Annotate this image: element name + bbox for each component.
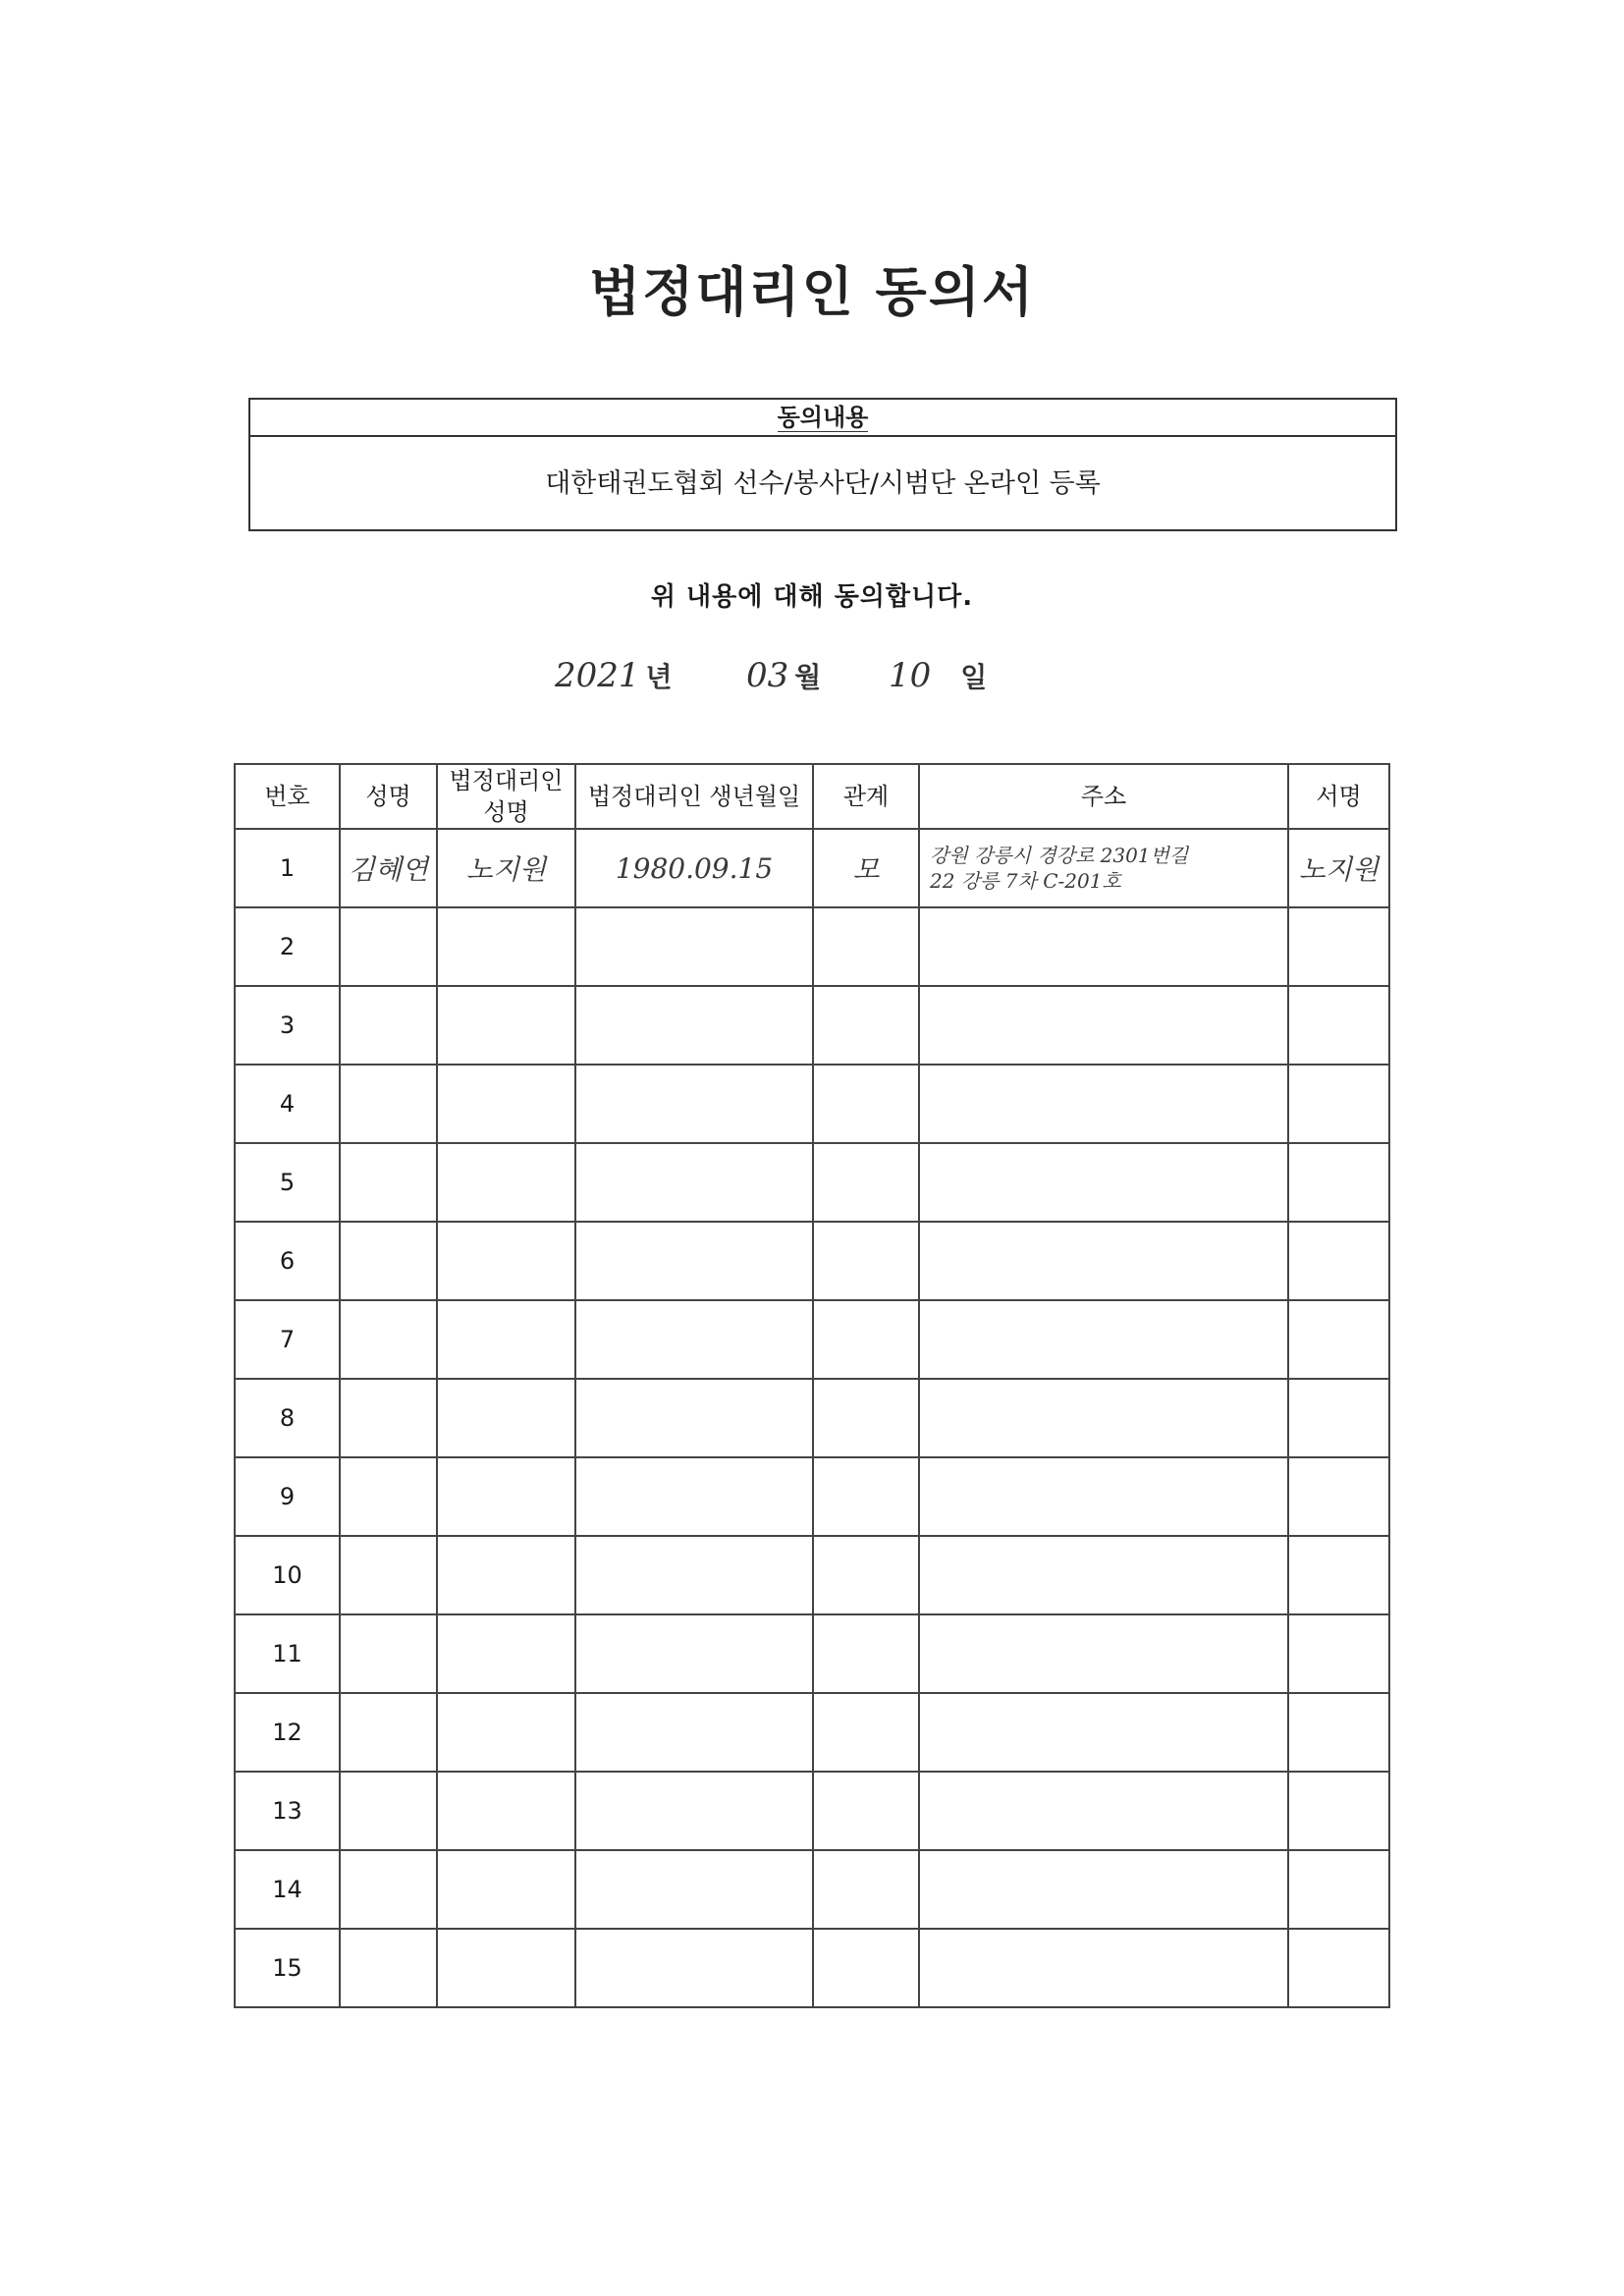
signature-cell[interactable] [1288,1693,1389,1772]
row-number: 2 [235,907,340,986]
consent-body: 대한태권도협회 선수/봉사단/시범단 온라인 등록 [545,468,1101,499]
address-cell[interactable] [919,829,1288,907]
signature-cell[interactable] [1288,1379,1389,1457]
date-year-unit: 년 [645,661,673,693]
address-cell[interactable] [919,986,1288,1065]
name-cell[interactable] [340,1693,437,1772]
date-month-group [746,656,821,695]
table-row [235,1772,1389,1850]
guardian-name-cell[interactable] [437,1143,575,1222]
address-cell[interactable] [919,1536,1288,1614]
row-number: 11 [235,1614,340,1693]
name-cell[interactable] [340,1457,437,1536]
name-cell[interactable] [340,1379,437,1457]
guardian-birth-cell[interactable] [575,1929,813,2007]
row-number: 7 [235,1300,340,1379]
signature-cell[interactable] [1288,1929,1389,2007]
guardian-table [234,763,1390,2008]
date-day[interactable]: 10 [889,656,932,695]
name-cell[interactable] [340,1222,437,1300]
guardian-name-cell[interactable] [437,986,575,1065]
row-number: 13 [235,1772,340,1850]
address-cell[interactable] [919,1457,1288,1536]
relation-cell[interactable] [813,1693,919,1772]
guardian-name-cell[interactable] [437,1693,575,1772]
date-day-group [889,656,987,695]
address-cell[interactable] [919,1222,1288,1300]
name-cell[interactable] [340,1536,437,1614]
header-relation: 관계 [813,764,919,829]
date-day-unit: 일 [960,661,988,693]
signature-cell[interactable] [1288,1614,1389,1693]
name-cell[interactable] [340,1300,437,1379]
consent-header [250,400,1395,437]
guardian-birth-cell[interactable] [575,1614,813,1693]
address-cell[interactable] [919,1300,1288,1379]
table-row [235,1379,1389,1457]
signature-cell-value: 노지원 [1298,853,1380,886]
guardian-birth-cell-value: 1980.09.15 [615,851,774,885]
table-row [235,1143,1389,1222]
header-signature: 서명 [1288,764,1389,829]
signature-cell[interactable] [1288,1850,1389,1929]
row-number: 5 [235,1143,340,1222]
table-body [235,829,1389,2007]
header-guardian-name: 법정대리인 성명 [437,764,575,829]
row-number: 15 [235,1929,340,2007]
address-line-2: 22 강릉 7차 C-201호 [930,869,1121,893]
name-cell[interactable] [340,907,437,986]
relation-cell[interactable] [813,1300,919,1379]
guardian-birth-cell[interactable] [575,1143,813,1222]
relation-cell[interactable] [813,907,919,986]
name-cell[interactable] [340,1614,437,1693]
guardian-birth-cell[interactable] [575,1850,813,1929]
signature-cell[interactable] [1288,829,1389,907]
row-number: 14 [235,1850,340,1929]
signature-cell[interactable] [1288,1143,1389,1222]
name-cell[interactable] [340,986,437,1065]
guardian-birth-cell[interactable] [575,907,813,986]
guardian-name-cell[interactable] [437,1536,575,1614]
header-guardian-birth: 법정대리인 생년월일 [575,764,813,829]
relation-cell[interactable] [813,1379,919,1457]
name-cell[interactable] [340,1143,437,1222]
guardian-name-cell-value: 노지원 [465,853,547,886]
name-cell[interactable] [340,1850,437,1929]
address-cell[interactable] [919,1693,1288,1772]
guardian-birth-cell[interactable] [575,1536,813,1614]
header-name: 성명 [340,764,437,829]
address-cell[interactable] [919,1379,1288,1457]
date-year-group [555,656,673,695]
table-row [235,986,1389,1065]
guardian-name-cell[interactable] [437,1772,575,1850]
table-header-row [235,764,1389,829]
signature-cell[interactable] [1288,1457,1389,1536]
signature-cell[interactable] [1288,1772,1389,1850]
guardian-name-cell[interactable] [437,1929,575,2007]
page-title: 법정대리인 동의서 [588,261,1036,323]
address-cell[interactable] [919,1143,1288,1222]
signature-cell[interactable] [1288,1222,1389,1300]
address-line-1: 강원 강릉시 경강로 2301번길 [930,844,1189,867]
table-row [235,1065,1389,1143]
guardian-name-cell[interactable] [437,1850,575,1929]
guardian-birth-cell[interactable] [575,1693,813,1772]
name-cell[interactable] [340,1929,437,2007]
address-cell[interactable] [919,1065,1288,1143]
row-number: 4 [235,1065,340,1143]
address-cell[interactable] [919,1614,1288,1693]
guardian-name-cell[interactable] [437,1614,575,1693]
relation-cell-value: 모 [852,853,880,886]
table-row [235,1850,1389,1929]
name-cell[interactable] [340,829,437,907]
relation-cell[interactable] [813,1614,919,1693]
row-number: 8 [235,1379,340,1457]
address-cell[interactable] [919,1772,1288,1850]
table-row [235,1693,1389,1772]
table-row [235,1614,1389,1693]
table-row [235,1536,1389,1614]
address-cell[interactable] [919,907,1288,986]
name-cell[interactable] [340,1772,437,1850]
relation-cell[interactable] [813,1850,919,1929]
row-number: 9 [235,1457,340,1536]
guardian-name-cell[interactable] [437,1379,575,1457]
address-cell[interactable] [919,1850,1288,1929]
table-row [235,1929,1389,2007]
relation-cell[interactable] [813,1065,919,1143]
guardian-birth-cell[interactable] [575,1772,813,1850]
relation-cell[interactable] [813,1143,919,1222]
table-row [235,1300,1389,1379]
guardian-name-cell[interactable] [437,829,575,907]
header-address: 주소 [919,764,1288,829]
guardian-birth-cell[interactable] [575,1379,813,1457]
relation-cell[interactable] [813,829,919,907]
relation-cell[interactable] [813,1772,919,1850]
signature-cell[interactable] [1288,986,1389,1065]
date-year[interactable]: 2021 [555,656,640,695]
signature-cell[interactable] [1288,907,1389,986]
address-cell[interactable] [919,1929,1288,2007]
guardian-name-cell[interactable] [437,1065,575,1143]
guardian-name-cell[interactable] [437,1300,575,1379]
agree-statement: 위 내용에 대해 동의합니다. [650,582,974,612]
relation-cell[interactable] [813,1929,919,2007]
relation-cell[interactable] [813,1457,919,1536]
row-number: 1 [235,829,340,907]
guardian-birth-cell[interactable] [575,1300,813,1379]
name-cell[interactable] [340,1065,437,1143]
signature-cell[interactable] [1288,1300,1389,1379]
guardian-birth-cell[interactable] [575,986,813,1065]
row-number: 6 [235,1222,340,1300]
relation-cell[interactable] [813,1536,919,1614]
signature-cell[interactable] [1288,1536,1389,1614]
name-cell-value: 김혜연 [348,853,429,886]
relation-cell[interactable] [813,986,919,1065]
table-row [235,1457,1389,1536]
row-number: 12 [235,1693,340,1772]
table-row [235,907,1389,986]
guardian-name-cell[interactable] [437,1457,575,1536]
date-month-unit: 월 [794,661,822,693]
row-number: 10 [235,1536,340,1614]
guardian-birth-cell[interactable] [575,1222,813,1300]
consent-header-label: 동의내용 [777,404,869,431]
date-month[interactable]: 03 [746,656,789,695]
signature-cell[interactable] [1288,1065,1389,1143]
guardian-birth-cell[interactable] [575,1457,813,1536]
table-row [235,829,1389,907]
relation-cell[interactable] [813,1222,919,1300]
guardian-name-cell[interactable] [437,1222,575,1300]
row-number: 3 [235,986,340,1065]
consent-box [248,398,1397,531]
table-row [235,1222,1389,1300]
guardian-birth-cell[interactable] [575,829,813,907]
guardian-name-cell[interactable] [437,907,575,986]
header-no: 번호 [235,764,340,829]
guardian-birth-cell[interactable] [575,1065,813,1143]
